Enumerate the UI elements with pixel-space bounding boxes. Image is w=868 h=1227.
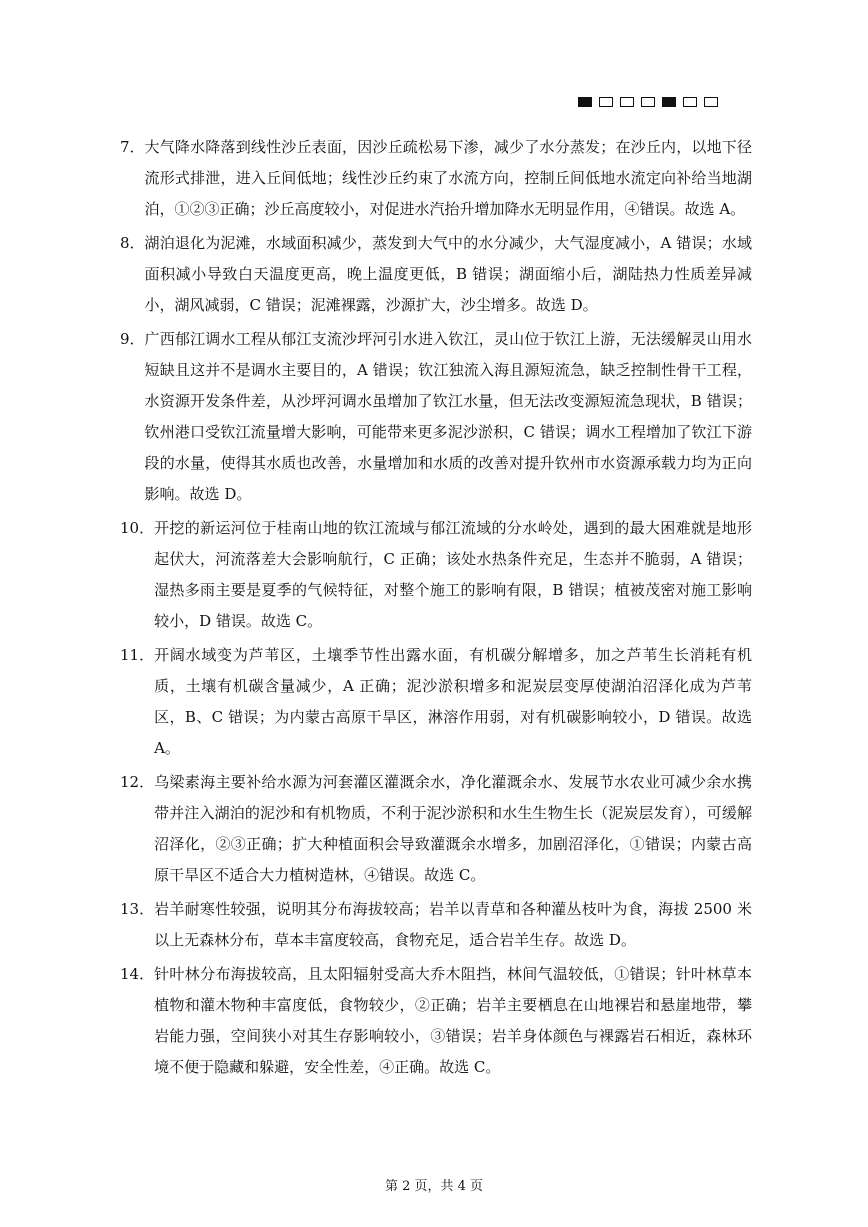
answer-item-8 [120, 228, 752, 321]
question-number: 9． [120, 330, 145, 348]
question-number: 8． [120, 234, 145, 252]
answer-explanation: 大气降水降落到线性沙丘表面，因沙丘疏松易下渗，减少了水分蒸发；在沙丘内，以地下径流形式排泄，进入丘间低地；线性沙丘约束了水流方向，控制丘间低地水流定向补给当地湖泊，①②③正确；沙丘高度较小，对促进水汽抬升增加降水无明显作用，④错误。故选 A。 [144, 138, 752, 218]
answer-item-9 [120, 324, 752, 510]
header-square-mark [683, 97, 697, 107]
question-number: 14． [120, 965, 155, 983]
header-square-mark [704, 97, 718, 107]
header-square-mark [641, 97, 655, 107]
answer-item-7 [120, 132, 752, 225]
answer-explanation: 乌梁素海主要补给水源为河套灌区灌溉余水，净化灌溉余水、发展节水农业可减少余水携带并注入湖泊的泥沙和有机物质，不利于泥沙淤积和水生生物生长（泥炭层发育），可缓解沼泽化，②③正确；扩大种植面积会导致灌溉余水增多，加剧沼泽化，①错误；内蒙古高原干旱区不适合大力植树造林，④错误。故选 C。 [154, 773, 752, 884]
answer-explanation: 开阔水域变为芦苇区，土壤季节性出露水面，有机碳分解增多，加之芦苇生长消耗有机质，土壤有机碳含量减少，A 正确；泥沙淤积增多和泥炭层变厚使湖泊沼泽化成为芦苇区，B、C 错误；为内蒙古高原干旱区，淋溶作用弱，对有机碳影响较小，D 错误。故选 A。 [154, 646, 752, 757]
answer-item-11 [120, 640, 752, 764]
header-marks [578, 97, 718, 107]
answer-item-13 [120, 894, 752, 956]
question-number: 13． [120, 900, 155, 918]
header-square-mark [620, 97, 634, 107]
answer-explanation: 湖泊退化为泥滩，水域面积减少，蒸发到大气中的水分减少，大气湿度减小，A 错误；水域面积减小导致白天温度更高，晚上温度更低，B 错误；湖面缩小后，湖陆热力性质差异减小，湖风减弱，C 错误；泥滩裸露，沙源扩大，沙尘增多。故选 D。 [144, 234, 752, 314]
page-number: 第 2 页，共 4 页 [384, 1179, 484, 1194]
header-square-mark [662, 97, 676, 107]
header-square-mark [599, 97, 613, 107]
question-number: 12． [120, 773, 155, 791]
question-number: 7． [120, 138, 145, 156]
answer-item-12 [120, 767, 752, 891]
answer-item-14 [120, 959, 752, 1083]
question-number: 10． [120, 519, 155, 537]
question-number: 11． [120, 646, 155, 664]
header-square-mark [578, 97, 592, 107]
answer-explanation: 岩羊耐寒性较强，说明其分布海拔较高；岩羊以青草和各种灌丛枝叶为食，海拔 2500 米以上无森林分布，草本丰富度较高，食物充足，适合岩羊生存。故选 D。 [154, 900, 752, 949]
answer-explanation: 开挖的新运河位于桂南山地的钦江流域与郁江流域的分水岭处，遇到的最大困难就是地形起伏大，河流落差大会影响航行，C 正确；该处水热条件充足，生态并不脆弱，A 错误；湿热多雨主要是夏季的气候特征，对整个施工的影响有限，B 错误；植被茂密对施工影响较小，D 错误。故选 C。 [154, 519, 752, 630]
answer-list [120, 132, 752, 1086]
answer-item-10 [120, 513, 752, 637]
answer-explanation: 广西郁江调水工程从郁江支流沙坪河引水进入钦江，灵山位于钦江上游，无法缓解灵山用水短缺且这并不是调水主要目的，A 错误；钦江独流入海且源短流急，缺乏控制性骨干工程，水资源开发条件差，从沙坪河调水虽增加了钦江水量，但无法改变源短流急现状，B 错误；钦州港口受钦江流量增大影响，可能带来更多泥沙淤积，C 错误；调水工程增加了钦江下游段的水量，使得其水质也改善，水量增加和水质的改善对提升钦州市水资源承载力均为正向影响。故选 D。 [144, 330, 752, 503]
answer-explanation: 针叶林分布海拔较高，且太阳辐射受高大乔木阻挡，林间气温较低，①错误；针叶林草本植物和灌木物种丰富度低，食物较少，②正确；岩羊主要栖息在山地裸岩和悬崖地带，攀岩能力强，空间狭小对其生存影响较小，③错误；岩羊身体颜色与裸露岩石相近，森林环境不便于隐藏和躲避，安全性差，④正确。故选 C。 [154, 965, 752, 1076]
